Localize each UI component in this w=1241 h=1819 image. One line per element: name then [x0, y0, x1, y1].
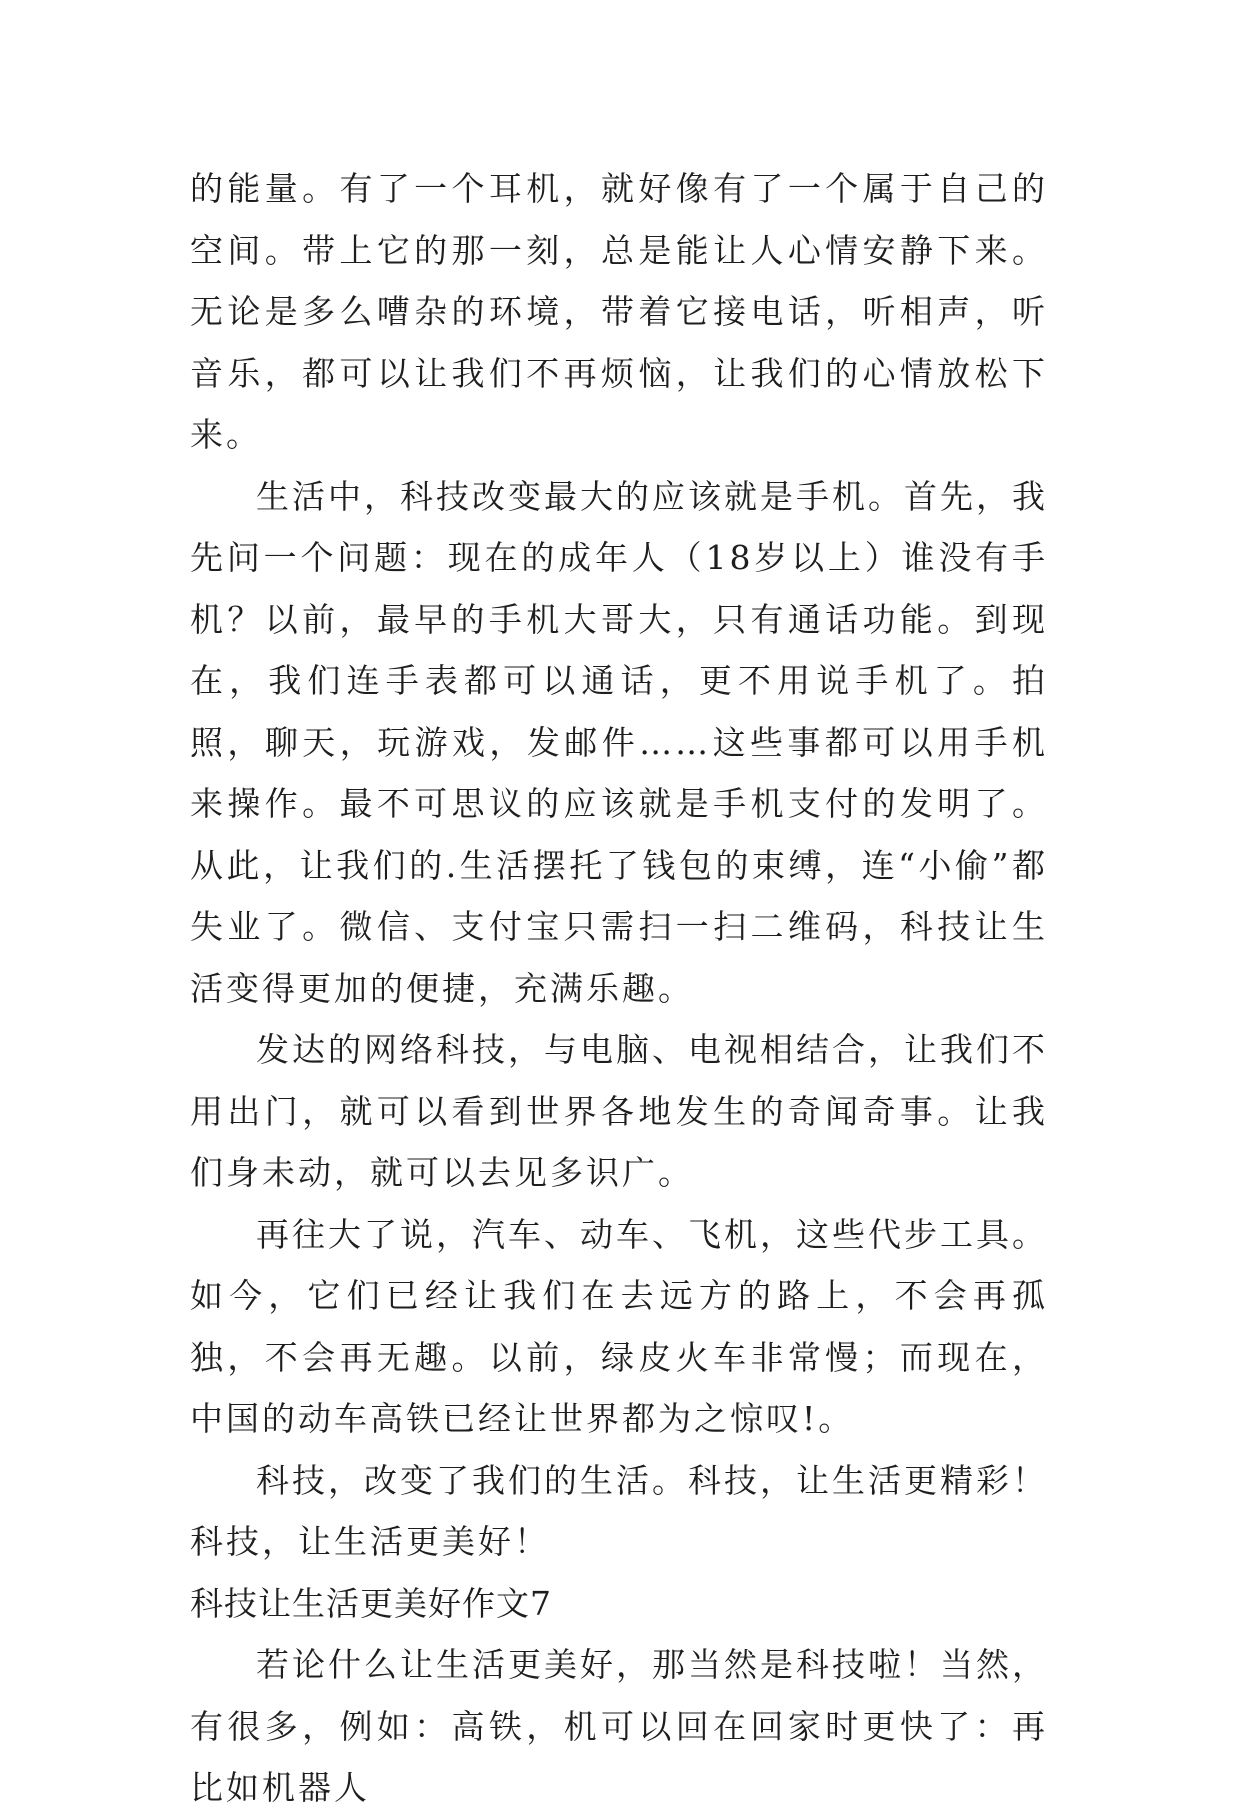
paragraph-network: 发达的网络科技，与电脑、电视相结合，让我们不用出门，就可以看到世界各地发生的奇闻奇事。让我们身未动，就可以去见多识广。 — [190, 1030, 1048, 1192]
paragraph-transport: 再往大了说，汽车、动车、飞机，这些代步工具。如今，它们已经让我们在去远方的路上，不会再孤独，不会再无趣。以前，绿皮火车非常慢；而现在，中国的动车高铁已经让世界都为之惊叹!。 — [190, 1214, 1048, 1438]
paragraph-earphone: 的能量。有了一个耳机，就好像有了一个属于自己的空间。带上它的那一刻，总是能让人心情安静下来。无论是多么嘈杂的环境，带着它接电话，听相声，听音乐，都可以让我们不再烦恼，让我们的心情放松下来。 — [190, 169, 1048, 454]
paragraph-conclusion: 科技，改变了我们的生活。科技，让生活更精彩！科技，让生活更美好！ — [190, 1460, 1048, 1561]
document-body — [190, 158, 1048, 1819]
paragraph-essay7-intro: 若论什么让生活更美好，那当然是科技啦！当然，有很多，例如：高铁，机可以回在回家时更快了：再比如机器人 — [190, 1645, 1048, 1807]
paragraph-phone: 生活中，科技改变最大的应该就是手机。首先，我先问一个问题：现在的成年人（18岁以上）谁没有手机？以前，最早的手机大哥大，只有通话功能。到现在，我们连手表都可以通话，更不用说手机了。拍照，聊天，玩游戏，发邮件……这些事都可以用手机来操作。最不可思议的应该就是手机支付的发明了。从此，让我们的.生活摆托了钱包的束缚，连“小偷”都失业了。微信、支付宝只需扫一扫二维码，科技让生活变得更加的便捷，充满乐趣。 — [190, 476, 1048, 1008]
essay-heading: 科技让生活更美好作文7 — [190, 1583, 552, 1623]
